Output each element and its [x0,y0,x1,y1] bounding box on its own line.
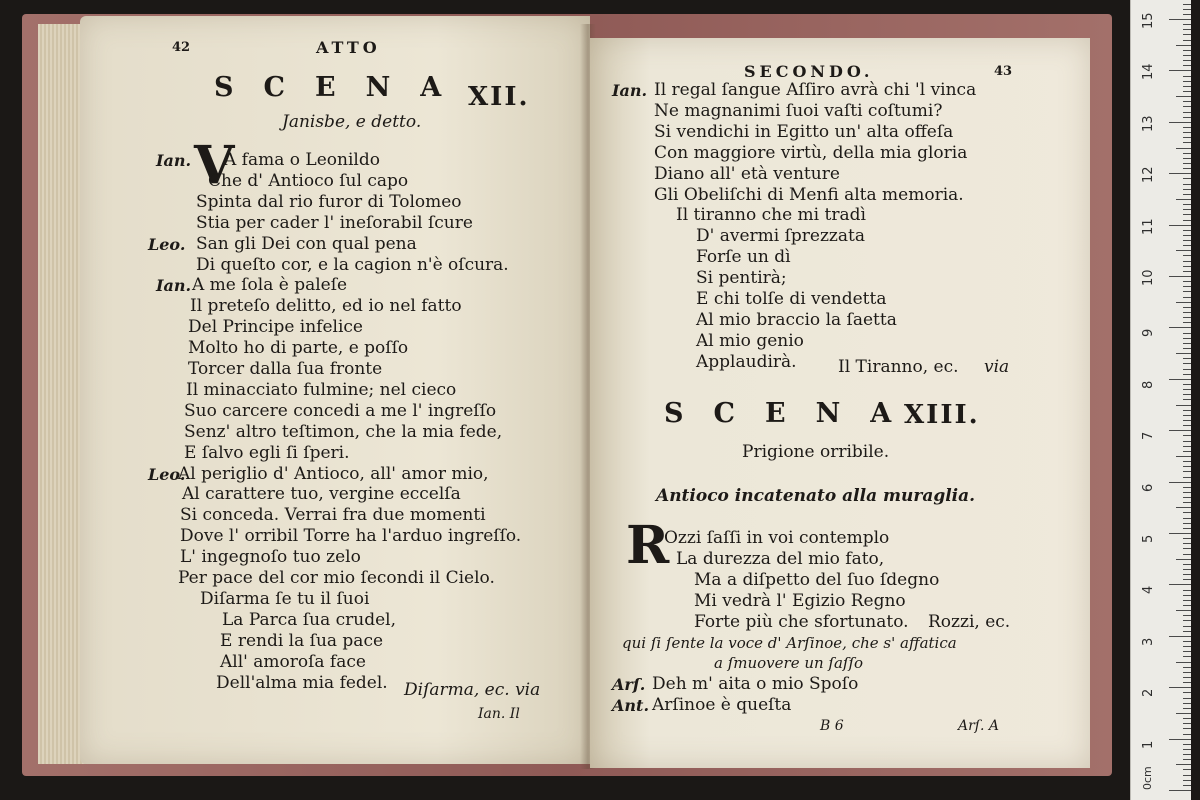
aria-exit: via [984,357,1010,377]
speaker-label: Leo. [148,234,186,254]
ruler-tick [1183,749,1191,750]
ruler-number: 1 [1141,740,1156,749]
ruler-tick [1176,45,1191,46]
ruler-tick [1183,220,1191,221]
ruler-tick [1183,646,1191,647]
last-cue-text: Diſarma, ec. via [404,680,541,700]
ruler-number: 8 [1141,380,1156,389]
ruler-tick [1183,461,1191,462]
ruler-tick [1183,394,1191,395]
ruler-tick [1183,698,1191,699]
ruler-tick [1183,86,1191,87]
ruler-tick [1183,497,1191,498]
ruler-tick [1183,189,1191,190]
ruler-tick [1183,374,1191,375]
ruler-tick [1183,502,1191,503]
ruler-tick [1183,780,1191,781]
ruler-tick [1176,764,1191,765]
ruler-tick [1183,708,1191,709]
verse-line: Del Principe infelice [188,317,363,338]
ruler-tick [1183,106,1191,107]
verse-line: A me ſola è paleſe [192,275,348,296]
ruler-tick [1183,775,1191,776]
ruler-tick [1183,543,1191,544]
verse-line: Si vendichi in Egitto un' alta offeſa [654,121,954,142]
verse-line: Gli Obeliſchi di Menfi alta memoria. [654,184,964,205]
ruler-tick [1183,240,1191,241]
ruler-tick [1183,518,1191,519]
ruler-tick [1183,29,1191,30]
ruler-tick [1183,322,1191,323]
stage-direction-2b: a ſmuovere un ſaſſo [714,654,864,672]
ruler-tick [1183,24,1191,25]
scene-setting: Prigione orribile. [742,442,890,462]
ruler-tick [1183,523,1191,524]
ruler-tick [1183,112,1191,113]
ruler-tick [1183,703,1191,704]
ruler-tick [1169,790,1191,791]
ruler-tick [1183,137,1191,138]
ruler-tick [1183,281,1191,282]
ruler-tick [1183,651,1191,652]
stage-direction-2a: qui ſi ſente la voce d' Arſinoe, che s' affatica [622,634,957,652]
verse-line: Diano all' età venture [654,163,840,184]
left-dropcap: V [194,135,235,196]
ruler-number: 11 [1141,218,1156,235]
ruler-tick [1183,723,1191,724]
verse-line: Spinta dal rio furor di Tolomeo [196,191,462,212]
ruler-tick [1183,692,1191,693]
verse-line: All' amoroſa face [220,651,366,672]
verse-line: Dell'alma mia fedel. [216,672,388,693]
ruler-tick [1183,9,1191,10]
ruler-tick [1183,168,1191,169]
verse-line: Che d' Antioco ſul capo [208,170,409,191]
aria-repeat: Rozzi, ec. [928,612,1011,632]
left-last-cue [404,680,540,700]
verse-line: Stia per cader l' ineſorabil ſcure [196,212,473,233]
left-scene-number: XII. [468,82,530,112]
ruler-tick [1183,754,1191,755]
ruler-tick [1183,209,1191,210]
verse-line: San gli Dei con qual pena [196,233,417,254]
right-running-head: SECONDO. [744,62,874,81]
ruler-tick [1183,734,1191,735]
ruler-tick [1183,420,1191,421]
ruler-tick [1183,363,1191,364]
ruler-tick [1183,512,1191,513]
ruler-tick [1183,435,1191,436]
verse-line: Al mio braccio la ſaetta [696,309,897,330]
ruler-tick [1183,384,1191,385]
ruler-tick [1183,569,1191,570]
ruler-tick [1183,620,1191,621]
verse-line: Senz' altro teſtimon, che la mia fede, [184,421,503,442]
ruler-unit: 0cm [1141,766,1154,790]
ruler-tick [1183,158,1191,159]
signature-mark: B 6 [820,718,844,734]
ruler-tick [1183,538,1191,539]
ruler-tick [1176,199,1191,200]
ruler-tick [1183,759,1191,760]
verse-line: Il regal ſangue Aſſiro avrà chi 'l vinca [654,80,977,100]
ruler-tick [1176,713,1191,714]
ruler-tick [1183,214,1191,215]
verse-line: Il minacciato fulmine; nel cieco [186,379,457,400]
ruler-tick [1183,626,1191,627]
ruler-tick [1183,656,1191,657]
ruler-tick [1169,173,1191,174]
aria-cue: Il Tiranno, ec. [838,357,959,377]
ruler-number: 12 [1141,166,1156,184]
verse-line: Suo carcere concedi a me l' ingreſſo [184,400,497,421]
ruler-tick [1169,687,1191,688]
ruler-tick [1183,184,1191,185]
ruler-tick [1183,230,1191,231]
ruler-tick [1183,235,1191,236]
ruler-tick [1183,34,1191,35]
ruler-tick [1183,595,1191,596]
ruler-tick [1183,81,1191,82]
ruler-tick [1176,456,1191,457]
ruler-tick [1183,101,1191,102]
ruler-number: 10 [1141,269,1156,286]
speaker-label: Ian. [612,81,648,100]
ruler-tick [1183,451,1191,452]
ruler-tick [1183,677,1191,678]
ruler-tick [1183,343,1191,344]
ruler-tick [1169,225,1191,226]
ruler-tick [1176,559,1191,560]
verse-line: Al periglio d' Antioco, all' amor mio, [178,463,489,484]
verse-line: Molto ho di parte, e poſſo [188,338,409,359]
ruler-tick [1169,533,1191,534]
ruler-tick [1183,317,1191,318]
verse-line: Si conceda. Verrai fra due momenti [180,505,486,526]
ruler-tick [1183,127,1191,128]
ruler-tick [1183,163,1191,164]
ruler-tick [1183,441,1191,442]
ruler-tick [1183,477,1191,478]
verse-line: E rendi la ſua pace [220,630,384,651]
aria-line: La durezza del mio fato, [676,549,885,569]
ruler-tick [1183,744,1191,745]
ruler-tick [1183,466,1191,467]
aria-line: Mi vedrà l' Egizio Regno [694,591,906,611]
verse-line: Deh m' aita o mio Spoſo [652,674,859,694]
ruler-tick [1183,389,1191,390]
measuring-ruler [1130,0,1191,800]
ruler-tick [1169,739,1191,740]
ruler-number: 9 [1141,329,1156,338]
ruler-number: 2 [1141,688,1156,698]
ruler-tick [1176,662,1191,663]
ruler-tick [1169,636,1191,637]
aria-line: Ozzi ſaſſi in voi contemplo [664,528,890,548]
ruler-tick [1183,471,1191,472]
verse-line: Il preteſo delitto, ed io nel fatto [190,296,462,317]
ruler-tick [1183,40,1191,41]
ruler-tick [1183,153,1191,154]
ruler-tick [1183,446,1191,447]
ruler-number: 5 [1141,534,1156,543]
ruler-tick [1183,132,1191,133]
ruler-tick [1183,399,1191,400]
speaker-label: Leo. [148,464,186,484]
verse-line: D' avermi ſprezzata [696,226,865,247]
right-scene-title: SCENA [664,398,922,429]
ruler-tick [1183,286,1191,287]
verse-line: La Parca ſua crudel, [222,609,396,630]
verse-line: Arſinoe è queſta [652,695,792,715]
ruler-tick [1183,4,1191,5]
verse-line: Di queſto cor, e la cagion n'è oſcura. [196,254,509,275]
ruler-tick [1183,142,1191,143]
ruler-tick [1176,250,1191,251]
verse-line: Forſe un dì [696,247,791,268]
ruler-tick [1183,667,1191,668]
ruler-tick [1183,291,1191,292]
speaker-label: Ian. [156,151,192,170]
verse-line: Applaudirà. [696,351,797,372]
verse-line: Torcer dalla ſua fronte [188,359,383,379]
right-catchword: Arſ. A [958,718,999,734]
stage-direction: Antioco incatenato alla muraglia. [656,486,976,506]
ruler-tick [1169,276,1191,277]
ruler-tick [1176,610,1191,611]
ruler-tick [1183,554,1191,555]
ruler-tick [1169,122,1191,123]
ruler-tick [1183,641,1191,642]
ruler-tick [1183,65,1191,66]
ruler-number: 6 [1141,483,1156,492]
ruler-tick [1183,255,1191,256]
ruler-number: 3 [1141,637,1156,646]
ruler-tick [1183,117,1191,118]
ruler-tick [1183,55,1191,56]
ruler-tick [1183,333,1191,334]
ruler-tick [1183,297,1191,298]
right-page-number: 43 [994,64,1013,79]
left-catchword: Ian. Il [478,706,520,722]
ruler-tick [1183,60,1191,61]
verse-line: Dove l' orribil Torre ha l'arduo ingreſſo. [180,526,522,547]
speaker-label: Arſ. [612,675,646,694]
ruler-tick [1183,245,1191,246]
right-scene-number: XIII. [904,400,980,430]
ruler-tick [1183,358,1191,359]
ruler-tick [1176,148,1191,149]
ruler-tick [1183,410,1191,411]
ruler-tick [1183,682,1191,683]
ruler-tick [1183,769,1191,770]
verse-line: Al mio genio [696,330,804,351]
ruler-tick [1176,405,1191,406]
ruler-tick [1183,605,1191,606]
verse-line: Al carattere tuo, vergine eccelſa [182,484,461,505]
aria-line: Forte più che sfortunato. [694,612,909,632]
ruler-number: 14 [1141,63,1156,81]
verse-line: Ne magnanimi ſuoi vaſti coſtumi? [654,100,943,121]
left-scene-subtitle: Janisbe, e detto. [282,112,422,132]
left-scene-title: SCENA [214,72,472,103]
verse-line: Il tiranno che mi tradì [676,205,866,226]
ruler-tick [1183,579,1191,580]
ruler-number: 4 [1141,586,1156,595]
left-page-number: 42 [172,40,191,55]
ruler-tick [1183,307,1191,308]
ruler-tick [1183,338,1191,339]
ruler-tick [1183,271,1191,272]
ruler-number: 7 [1141,431,1156,441]
ruler-tick [1183,194,1191,195]
ruler-tick [1183,615,1191,616]
ruler-tick [1183,312,1191,313]
ruler-tick [1183,348,1191,349]
ruler-tick [1183,487,1191,488]
speaker-label: Ian. [156,276,192,296]
speaker-label: Ant. [612,696,650,715]
verse-line: Per pace del cor mio ſecondi il Cielo. [178,568,495,588]
ruler-tick [1183,91,1191,92]
ruler-number: 13 [1141,115,1156,132]
verse-line: A fama o Leonildo [224,150,380,170]
ruler-tick [1183,631,1191,632]
ruler-tick [1183,548,1191,549]
ruler-tick [1183,564,1191,565]
ruler-tick [1169,70,1191,71]
ruler-tick [1176,96,1191,97]
right-dropcap: R [626,515,670,576]
ruler-tick [1183,672,1191,673]
verse-line: Si pentirà; [696,268,787,289]
ruler-tick [1183,415,1191,416]
ruler-tick [1183,600,1191,601]
ruler-tick [1183,266,1191,267]
ruler-tick [1169,482,1191,483]
ruler-tick [1183,574,1191,575]
left-running-head: ATTO [316,38,381,57]
ruler-tick [1183,50,1191,51]
ruler-tick [1176,353,1191,354]
ruler-tick [1183,14,1191,15]
ruler-tick [1183,590,1191,591]
ruler-tick [1169,430,1191,431]
ruler-tick [1176,302,1191,303]
aria-line: Ma a diſpetto del ſuo ſdegno [694,570,940,590]
ruler-tick [1183,76,1191,77]
verse-line: E chi tolſe di vendetta [696,289,887,309]
ruler-tick [1169,327,1191,328]
ruler-tick [1183,728,1191,729]
verse-line: L' ingegnoſo tuo zelo [180,547,361,568]
ruler-number: 15 [1141,12,1156,29]
ruler-tick [1183,261,1191,262]
ruler-tick [1183,178,1191,179]
ruler-tick [1183,785,1191,786]
ruler-tick [1176,507,1191,508]
ruler-tick [1183,492,1191,493]
ruler-tick [1183,718,1191,719]
ruler-tick [1183,204,1191,205]
ruler-tick [1169,584,1191,585]
ruler-tick [1183,369,1191,370]
verse-line: Diſarma ſe tu il ſuoi [200,588,370,609]
verse-line: E ſalvo egli ſi ſperi. [184,442,350,463]
ruler-tick [1169,379,1191,380]
ruler-tick [1169,19,1191,20]
verse-line: Con maggiore virtù, della mia gloria [654,142,968,163]
ruler-tick [1183,425,1191,426]
ruler-tick [1183,528,1191,529]
